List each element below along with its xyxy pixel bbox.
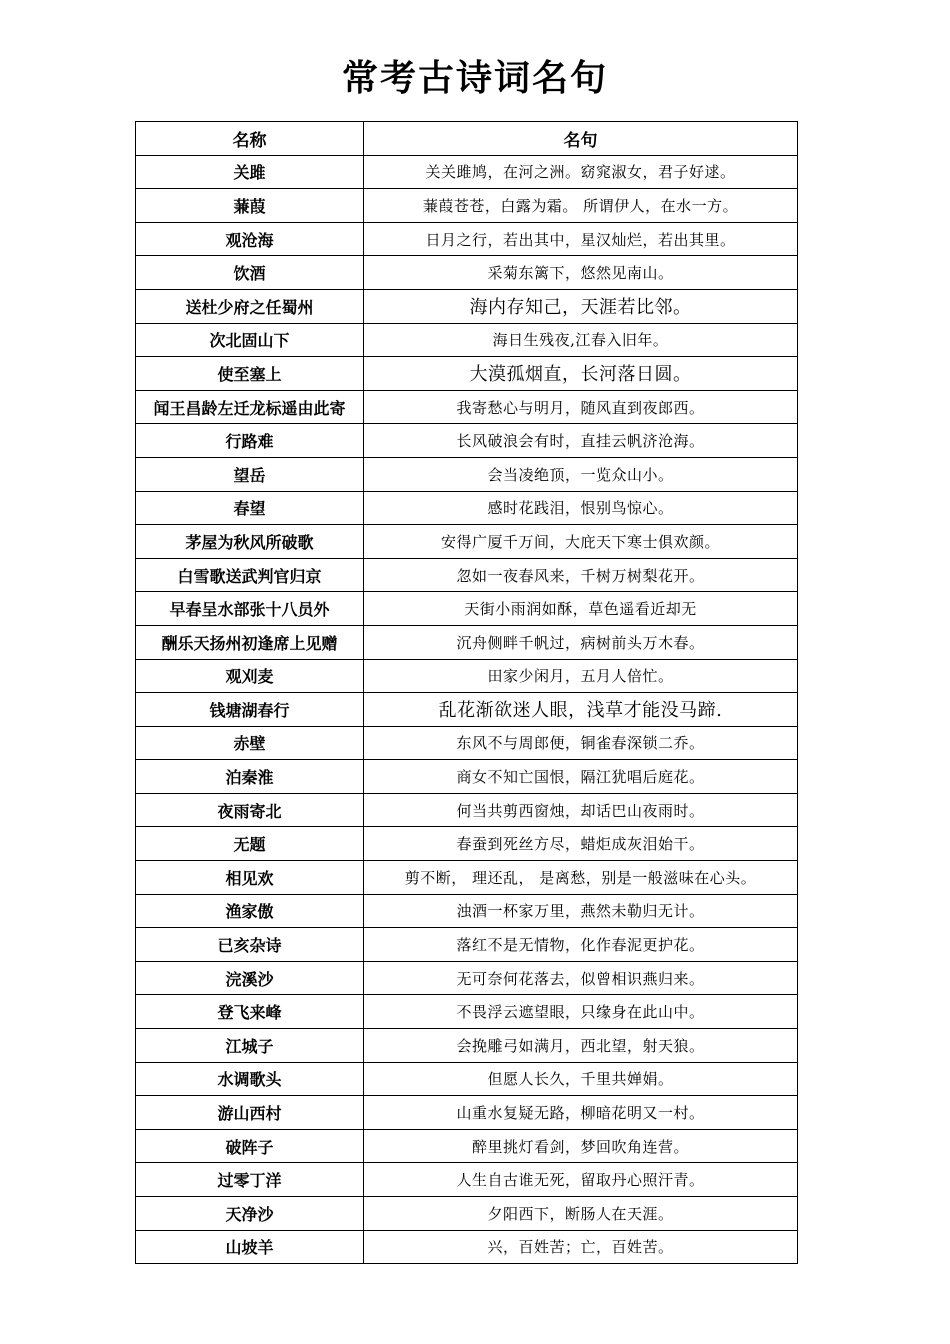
table-row — [136, 491, 798, 525]
table-row — [136, 1129, 798, 1163]
table-row — [136, 558, 798, 592]
poem-name-cell: 春望 — [136, 491, 364, 525]
table-body — [136, 155, 798, 1264]
table-header-row — [136, 122, 798, 156]
poem-line-cell: 商女不知亡国恨，隔江犹唱后庭花。 — [364, 760, 798, 794]
table-row — [136, 894, 798, 928]
poem-name-cell: 相见欢 — [136, 861, 364, 895]
poem-name-cell: 行路难 — [136, 424, 364, 458]
poem-name-cell: 早春呈水部张十八员外 — [136, 592, 364, 626]
poem-line-cell: 落红不是无情物，化作春泥更护花。 — [364, 928, 798, 962]
table-row — [136, 995, 798, 1029]
poem-name-cell: 游山西村 — [136, 1096, 364, 1130]
page-title: 常考古诗词名句 — [341, 57, 608, 99]
poem-name-cell: 浣溪沙 — [136, 961, 364, 995]
poem-name-cell: 闻王昌龄左迁龙标遥由此寄 — [136, 390, 364, 424]
poem-line-cell: 田家少闲月，五月人倍忙。 — [364, 659, 798, 693]
poem-line-cell: 人生自古谁无死，留取丹心照汗青。 — [364, 1163, 798, 1197]
poem-name-cell: 渔家傲 — [136, 894, 364, 928]
column-header-line: 名句 — [364, 122, 798, 156]
table-row — [136, 1197, 798, 1231]
poem-name-cell: 钱塘湖春行 — [136, 693, 364, 727]
poem-name-cell: 使至塞上 — [136, 357, 364, 391]
poem-line-cell: 但愿人长久，千里共婵娟。 — [364, 1062, 798, 1096]
poem-line-cell: 天街小雨润如酥，草色遥看近却无 — [364, 592, 798, 626]
poem-name-cell: 次北固山下 — [136, 323, 364, 357]
poem-line-cell: 乱花渐欲迷人眼，浅草才能没马蹄. — [364, 693, 798, 727]
poem-line-cell: 春蚕到死丝方尽，蜡炬成灰泪始干。 — [364, 827, 798, 861]
poem-name-cell: 水调歌头 — [136, 1062, 364, 1096]
table-row — [136, 861, 798, 895]
poem-line-cell: 采菊东篱下，悠然见南山。 — [364, 256, 798, 290]
table-row — [136, 189, 798, 223]
poem-line-cell: 海日生残夜,江春入旧年。 — [364, 323, 798, 357]
poem-name-cell: 山坡羊 — [136, 1230, 364, 1264]
table-row — [136, 1096, 798, 1130]
table-row — [136, 256, 798, 290]
poem-line-cell: 剪不断， 理还乱， 是离愁，别是一般滋味在心头。 — [364, 861, 798, 895]
column-header-name: 名称 — [136, 122, 364, 156]
poem-line-cell: 兴，百姓苦；亡，百姓苦。 — [364, 1230, 798, 1264]
poem-name-cell: 登飞来峰 — [136, 995, 364, 1029]
poem-line-cell: 大漠孤烟直，长河落日圆。 — [364, 357, 798, 391]
poem-name-cell: 已亥杂诗 — [136, 928, 364, 962]
poem-line-cell: 不畏浮云遮望眼，只缘身在此山中。 — [364, 995, 798, 1029]
table-row — [136, 827, 798, 861]
poem-line-cell: 醉里挑灯看剑，梦回吹角连营。 — [364, 1129, 798, 1163]
table-row — [136, 1230, 798, 1264]
poem-name-cell: 观沧海 — [136, 222, 364, 256]
poem-line-cell: 山重水复疑无路，柳暗花明又一村。 — [364, 1096, 798, 1130]
table-row — [136, 760, 798, 794]
poem-name-cell: 蒹葭 — [136, 189, 364, 223]
table-row — [136, 592, 798, 626]
table-row — [136, 289, 798, 323]
poem-line-cell: 会当凌绝顶，一览众山小。 — [364, 457, 798, 491]
poem-line-cell: 东风不与周郎便，铜雀春深锁二乔。 — [364, 726, 798, 760]
table-row — [136, 793, 798, 827]
poem-name-cell: 关雎 — [136, 155, 364, 189]
table-row — [136, 693, 798, 727]
poem-line-cell: 忽如一夜春风来，千树万树梨花开。 — [364, 558, 798, 592]
table-row — [136, 525, 798, 559]
table-row — [136, 625, 798, 659]
table-row — [136, 424, 798, 458]
poem-name-cell: 望岳 — [136, 457, 364, 491]
table-row — [136, 357, 798, 391]
poem-line-cell: 夕阳西下，断肠人在天涯。 — [364, 1197, 798, 1231]
poem-name-cell: 饮酒 — [136, 256, 364, 290]
poem-name-cell: 无题 — [136, 827, 364, 861]
poem-line-cell: 浊酒一杯家万里，燕然未勒归无计。 — [364, 894, 798, 928]
poem-line-cell: 海内存知己，天涯若比邻。 — [364, 289, 798, 323]
table-row — [136, 659, 798, 693]
poem-name-cell: 观刈麦 — [136, 659, 364, 693]
table-row — [136, 726, 798, 760]
table-row — [136, 323, 798, 357]
poem-line-cell: 安得广厦千万间，大庇天下寒士俱欢颜。 — [364, 525, 798, 559]
poem-name-cell: 破阵子 — [136, 1129, 364, 1163]
table-row — [136, 961, 798, 995]
poem-name-cell: 送杜少府之任蜀州 — [136, 289, 364, 323]
poem-table — [135, 121, 798, 1264]
table-row — [136, 390, 798, 424]
poem-name-cell: 夜雨寄北 — [136, 793, 364, 827]
table-row — [136, 222, 798, 256]
poem-name-cell: 过零丁洋 — [136, 1163, 364, 1197]
table-row — [136, 1029, 798, 1063]
table-row — [136, 457, 798, 491]
table-row — [136, 1062, 798, 1096]
poem-line-cell: 沉舟侧畔千帆过，病树前头万木春。 — [364, 625, 798, 659]
poem-name-cell: 江城子 — [136, 1029, 364, 1063]
table-row — [136, 928, 798, 962]
poem-line-cell: 何当共剪西窗烛，却话巴山夜雨时。 — [364, 793, 798, 827]
poem-line-cell: 无可奈何花落去，似曾相识燕归来。 — [364, 961, 798, 995]
poem-name-cell: 茅屋为秋风所破歌 — [136, 525, 364, 559]
table-row — [136, 155, 798, 189]
poem-line-cell: 日月之行，若出其中，星汉灿烂，若出其里。 — [364, 222, 798, 256]
poem-line-cell: 我寄愁心与明月，随风直到夜郎西。 — [364, 390, 798, 424]
poem-line-cell: 长风破浪会有时，直挂云帆济沧海。 — [364, 424, 798, 458]
poem-line-cell: 感时花践泪，恨别鸟惊心。 — [364, 491, 798, 525]
poem-name-cell: 赤壁 — [136, 726, 364, 760]
poem-line-cell: 蒹葭苍苍，白露为霜。 所谓伊人，在水一方。 — [364, 189, 798, 223]
table-row — [136, 1163, 798, 1197]
poem-name-cell: 酬乐天扬州初逢席上见赠 — [136, 625, 364, 659]
poem-name-cell: 天净沙 — [136, 1197, 364, 1231]
poem-name-cell: 白雪歌送武判官归京 — [136, 558, 364, 592]
poem-line-cell: 会挽雕弓如满月，西北望，射天狼。 — [364, 1029, 798, 1063]
poem-name-cell: 泊秦淮 — [136, 760, 364, 794]
poem-line-cell: 关关雎鸠，在河之洲。窈窕淑女，君子好逑。 — [364, 155, 798, 189]
